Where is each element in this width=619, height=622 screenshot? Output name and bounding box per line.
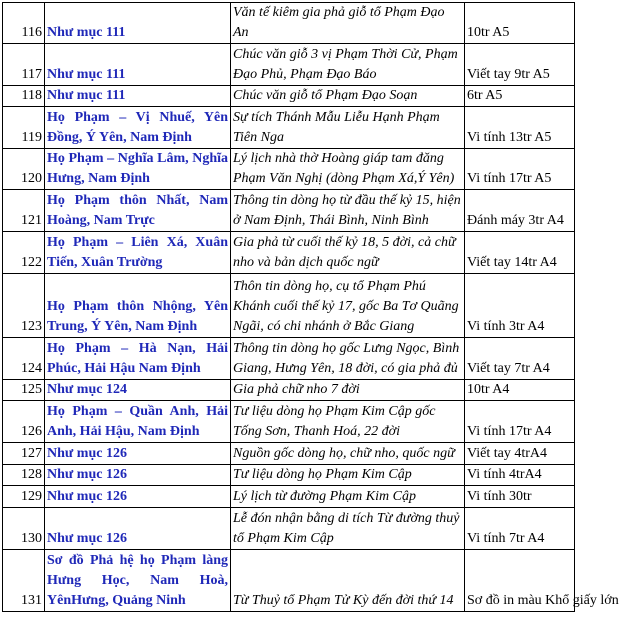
format-note: Vi tính 3tr A4 — [465, 274, 575, 338]
row-number: 122 — [3, 232, 45, 274]
row-number: 120 — [3, 149, 45, 190]
source-name: Như mục 111 — [45, 44, 231, 86]
table-row — [3, 338, 575, 380]
source-name: Sơ đồ Phả hệ họ Phạm làng Hưng Học, Nam Hoà, YênHưng, Quảng Ninh — [45, 550, 231, 612]
row-number: 128 — [3, 465, 45, 486]
document-description: Tư liệu dòng họ Phạm Kim Cập — [231, 465, 465, 486]
document-description: Lễ đón nhận bằng di tích Từ đường thuỷ tổ Phạm Kim Cập — [231, 508, 465, 550]
format-note: 10tr A4 — [465, 380, 575, 401]
source-name: Họ Phạm – Liên Xá, Xuân Tiến, Xuân Trường — [45, 232, 231, 274]
table-row — [3, 508, 575, 550]
document-description: Gia phả chữ nho 7 đời — [231, 380, 465, 401]
document-description: Lý lịch nhà thờ Hoàng giáp tam đăng Phạm Văn Nghị (dòng Phạm Xá,Ý Yên) — [231, 149, 465, 190]
document-description: Chúc văn giỗ tổ Phạm Đạo Soạn — [231, 86, 465, 107]
row-number: 119 — [3, 107, 45, 149]
format-note: 10tr A5 — [465, 3, 575, 44]
source-name: Như mục 124 — [45, 380, 231, 401]
format-note: 6tr A5 — [465, 86, 575, 107]
document-description: Gia phả từ cuối thế kỷ 18, 5 đời, cả chữ nho và bản dịch quốc ngữ — [231, 232, 465, 274]
document-description: Thông tin dòng họ từ đầu thế kỷ 15, hiện ở Nam Định, Thái Bình, Ninh Bình — [231, 190, 465, 232]
document-description: Văn tế kiêm gia phả giỗ tổ Phạm Đạo An — [231, 3, 465, 44]
document-description: Từ Thuỷ tổ Phạm Tử Kỳ đến đời thứ 14 — [231, 550, 465, 612]
archive-table — [2, 2, 619, 612]
source-name: Như mục 126 — [45, 443, 231, 465]
source-name: Họ Phạm – Vị Nhuế, Yên Đồng, Ý Yên, Nam Định — [45, 107, 231, 149]
table-row — [3, 44, 575, 86]
format-note: Viết tay 9tr A5 — [465, 44, 575, 86]
row-number: 116 — [3, 3, 45, 44]
source-name: Như mục 126 — [45, 486, 231, 508]
table-row — [3, 3, 575, 44]
source-name: Họ Phạm – Nghĩa Lâm, Nghĩa Hưng, Nam Định — [45, 149, 231, 190]
row-number: 124 — [3, 338, 45, 380]
format-note: Vi tính 30tr — [465, 486, 575, 508]
table-row — [3, 190, 575, 232]
table-row — [3, 232, 575, 274]
document-description: Nguồn gốc dòng họ, chữ nho, quốc ngữ — [231, 443, 465, 465]
format-note: Vi tính 17tr A4 — [465, 401, 575, 443]
row-number: 127 — [3, 443, 45, 465]
row-number: 129 — [3, 486, 45, 508]
source-name: Họ Phạm – Quần Anh, Hải Anh, Hải Hậu, Nam Định — [45, 401, 231, 443]
source-name: Họ Phạm thôn Nhất, Nam Hoàng, Nam Trực — [45, 190, 231, 232]
table-row — [3, 274, 575, 338]
format-note: Vi tính 4trA4 — [465, 465, 575, 486]
format-note: Vi tính 17tr A5 — [465, 149, 575, 190]
table-row — [3, 486, 575, 508]
table-row — [3, 107, 575, 149]
format-note: Viết tay 4trA4 — [465, 443, 575, 465]
row-number: 117 — [3, 44, 45, 86]
format-note: Vi tính 13tr A5 — [465, 107, 575, 149]
format-note: Viết tay 7tr A4 — [465, 338, 575, 380]
table-row — [3, 550, 575, 612]
table-row — [3, 149, 575, 190]
table-row — [3, 443, 575, 465]
document-description: Lý lịch từ đường Phạm Kim Cập — [231, 486, 465, 508]
row-number: 125 — [3, 380, 45, 401]
table-row — [3, 465, 575, 486]
source-name: Như mục 126 — [45, 465, 231, 486]
table-row — [3, 401, 575, 443]
source-name: Như mục 111 — [45, 3, 231, 44]
source-name: Họ Phạm – Hà Nạn, Hải Phúc, Hải Hậu Nam Định — [45, 338, 231, 380]
document-description: Chúc văn giỗ 3 vị Phạm Thời Cử, Phạm Đạo Phủ, Phạm Đạo Báo — [231, 44, 465, 86]
document-description: Tư liệu dòng họ Phạm Kim Cập gốc Tống Sơn, Thanh Hoá, 22 đời — [231, 401, 465, 443]
source-name: Họ Phạm thôn Nhộng, Yên Trung, Ý Yên, Nam Định — [45, 274, 231, 338]
format-note: Sơ đồ in màu Khổ giấy lớn — [465, 550, 575, 612]
row-number: 123 — [3, 274, 45, 338]
format-note: Vi tính 7tr A4 — [465, 508, 575, 550]
row-number: 118 — [3, 86, 45, 107]
document-description: Sự tích Thánh Mẫu Liễu Hạnh Phạm Tiên Nga — [231, 107, 465, 149]
row-number: 126 — [3, 401, 45, 443]
format-note: Viết tay 14tr A4 — [465, 232, 575, 274]
table-row — [3, 380, 575, 401]
row-number: 130 — [3, 508, 45, 550]
row-number: 131 — [3, 550, 45, 612]
document-description: Thôn tin dòng họ, cụ tổ Phạm Phú Khánh cuối thế kỷ 17, gốc Ba Tơ Quãng Ngãi, có chi nhánh ở Bắc Giang — [231, 274, 465, 338]
table-row — [3, 86, 575, 107]
source-name: Như mục 111 — [45, 86, 231, 107]
format-note: Đánh máy 3tr A4 — [465, 190, 575, 232]
document-description: Thông tin dòng họ gốc Lưng Ngọc, Bình Giang, Hưng Yên, 18 đời, có gia phả đủ — [231, 338, 465, 380]
source-name: Như mục 126 — [45, 508, 231, 550]
row-number: 121 — [3, 190, 45, 232]
